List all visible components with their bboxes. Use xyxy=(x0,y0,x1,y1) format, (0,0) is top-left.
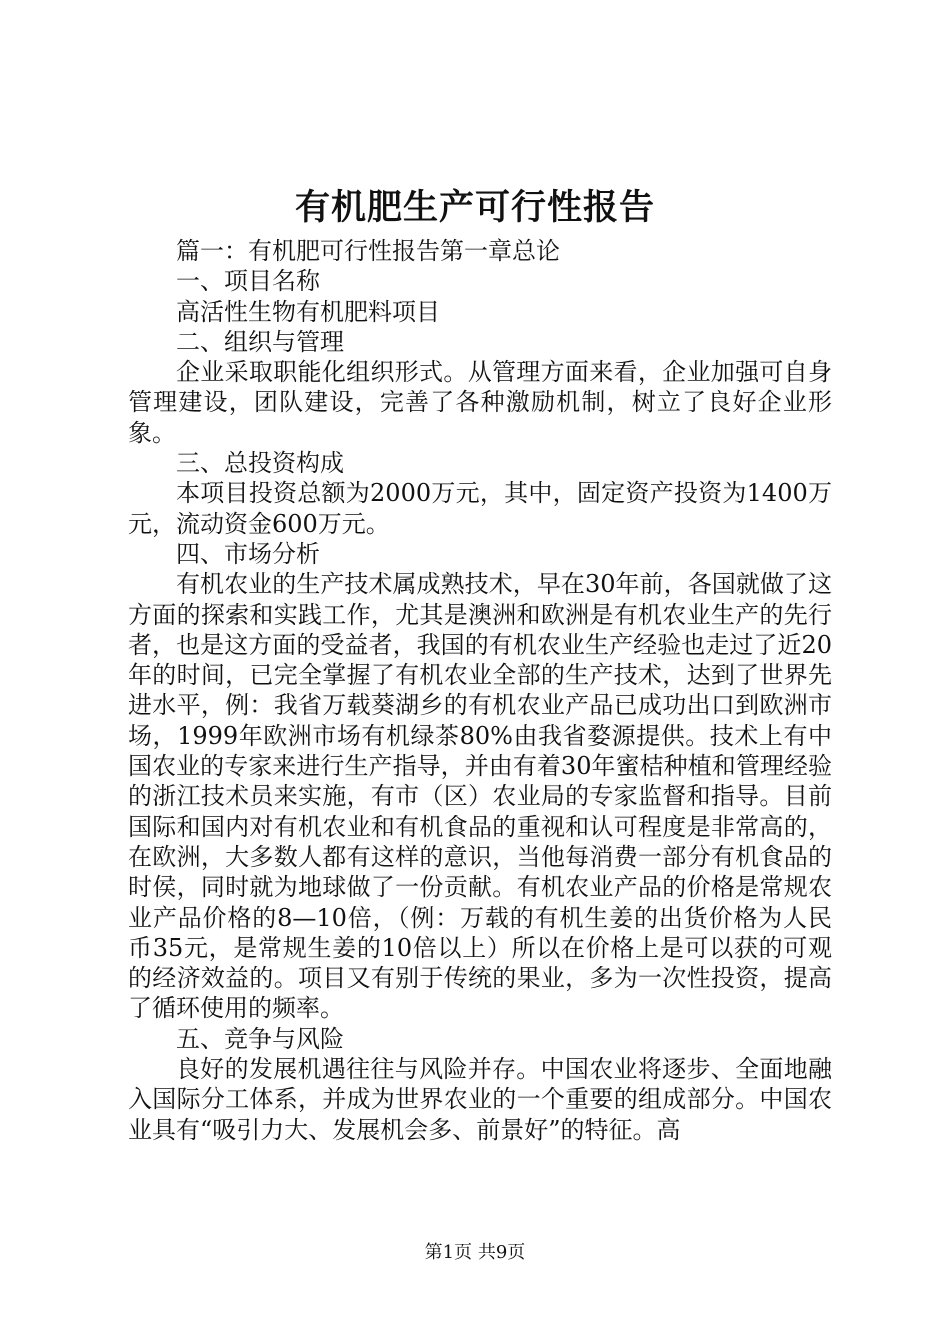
body-paragraph: 有机农业的生产技术属成熟技术，早在30年前，各国就做了这方面的探索和实践工作，尤其是澳洲和欧洲是有机农业生产的先行者，也是这方面的受益者，我国的有机农业生产经验也走过了近20年的时间，已完全掌握了有机农业全部的生产技术，达到了世界先进水平，例：我省万载葵湖乡的有机农业产品已成功出口到欧洲市场，1999年欧洲市场有机绿茶80%由我省婺源提供。技术上有中国农业的专家来进行生产指导，并由有着30年蜜桔种植和管理经验的浙江技术员来实施，有市（区）农业局的专家监督和指导。目前国际和国内对有机农业和有机食品的重视和认可程度是非常高的，在欧洲，大多数人都有这样的意识，当他每消费一部分有机食品的时侯，同时就为地球做了一份贡献。有机农业产品的价格是常规农业产品价格的8—10倍，（例：万载的有机生姜的出货价格为人民币35元，是常规生姜的10倍以上）所以在价格上是可以获的可观的经济效益的。项目又有别于传统的果业，多为一次性投资，提高了循环使用的频率。 xyxy=(128,570,832,1023)
document-body xyxy=(128,236,832,1145)
body-paragraph: 企业采取职能化组织形式。从管理方面来看，企业加强可自身管理建设，团队建设，完善了各种激励机制，树立了良好企业形象。 xyxy=(128,358,832,447)
document-title: 有机肥生产可行性报告 xyxy=(294,187,655,228)
section-heading: 四、市场分析 xyxy=(176,539,320,568)
page-footer: 第1页 共9页 xyxy=(424,1242,526,1263)
section-heading: 篇一：有机肥可行性报告第一章总论 xyxy=(176,237,560,265)
section-heading: 一、项目名称 xyxy=(176,267,320,296)
body-paragraph: 高活性生物有机肥料项目 xyxy=(176,297,440,326)
section-heading: 三、总投资构成 xyxy=(176,449,344,478)
body-paragraph: 本项目投资总额为2000万元，其中，固定资产投资为1400万元，流动资金600万元。 xyxy=(128,479,832,538)
section-heading: 二、组织与管理 xyxy=(176,327,344,356)
body-paragraph: 良好的发展机遇往往与风险并存。中国农业将逐步、全面地融入国际分工体系，并成为世界农业的一个重要的组成部分。中国农业具有“吸引力大、发展机会多、前景好”的特征。高 xyxy=(128,1055,832,1144)
section-heading: 五、竞争与风险 xyxy=(176,1024,344,1053)
